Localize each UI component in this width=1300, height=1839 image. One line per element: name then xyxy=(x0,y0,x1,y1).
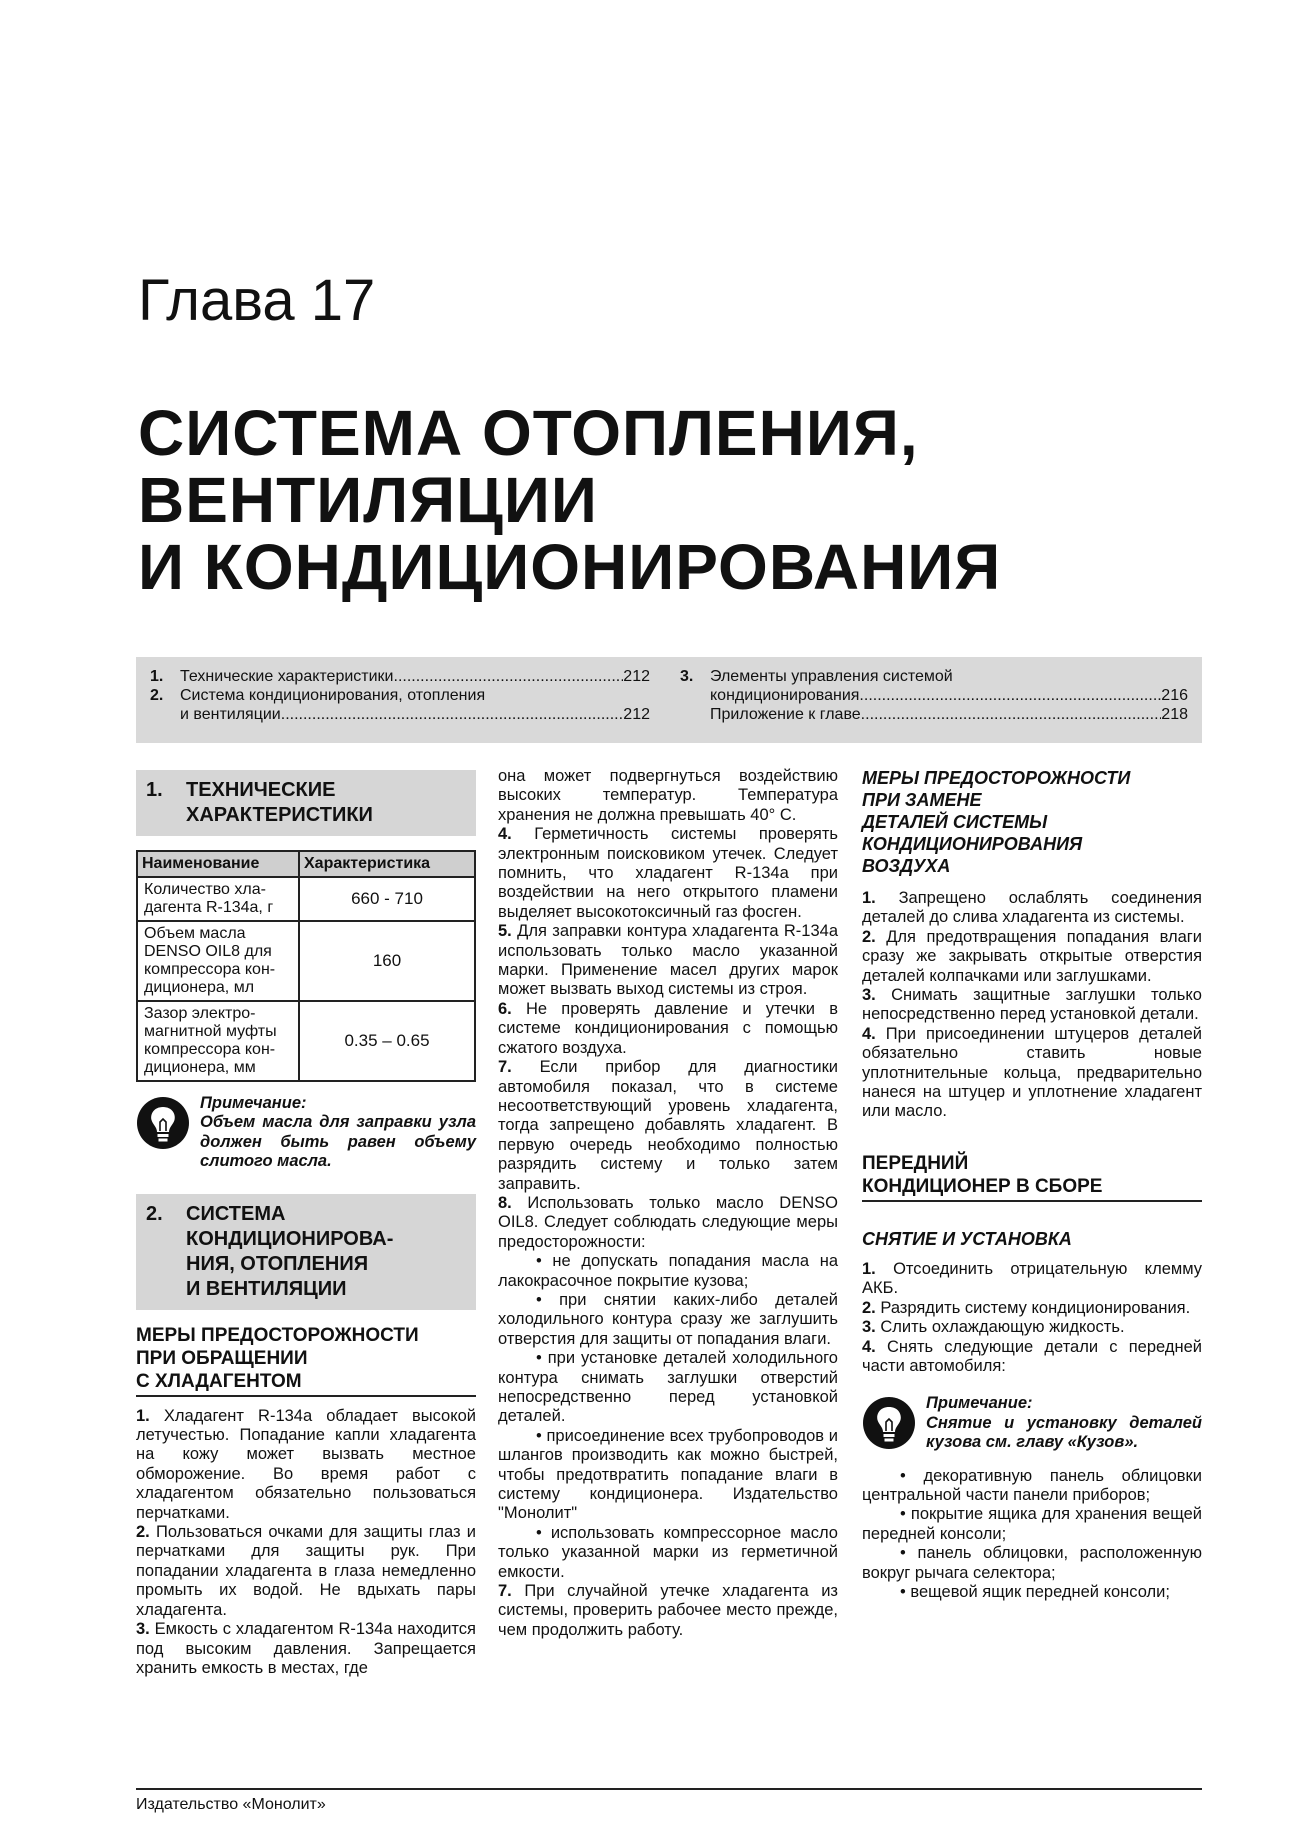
list-item xyxy=(862,1299,1202,1318)
chapter-label: Глава 17 xyxy=(138,268,376,333)
item-text: При присоединении штуцеров деталей обязательно ставить новые уплотнительные кольца, предварительно нанеся на штуцер и уплотнение хладагент или масло. xyxy=(862,1024,1202,1121)
precaution-list xyxy=(136,1407,476,1679)
list-item xyxy=(862,986,1202,1025)
item-text: При случайной утечке хладагента из системы, проверить рабочее место прежде, чем продолжить работу. xyxy=(498,1582,838,1639)
list-item xyxy=(136,1407,476,1523)
heading-line: КОНДИЦИОНЕР В СБОРЕ xyxy=(862,1175,1103,1197)
table-cell-value: 660 - 710 xyxy=(299,877,475,921)
table-row xyxy=(137,921,475,1001)
toc-text: Приложение к главе xyxy=(710,706,861,723)
bullet-item: • не допускать попадания масла на лакокрасочное покрытие кузова; xyxy=(498,1252,838,1291)
subsection-heading xyxy=(136,1324,476,1397)
list-item xyxy=(498,1000,838,1058)
toc-num: 2. xyxy=(150,687,164,704)
lightbulb-icon xyxy=(136,1096,190,1150)
section-title-line: ТЕХНИЧЕСКИЕ xyxy=(186,779,336,801)
heading-line: ПРИ ЗАМЕНЕ xyxy=(862,790,982,810)
list-item xyxy=(498,1058,838,1194)
title-line: СИСТЕМА ОТОПЛЕНИЯ, xyxy=(138,397,919,469)
item-text: Снять следующие детали с передней части автомобиля: xyxy=(862,1337,1202,1375)
toc-text: кондиционирования xyxy=(710,687,860,704)
heading-line: МЕРЫ ПРЕДОСТОРОЖНОСТИ xyxy=(136,1324,419,1346)
heading-line: ВОЗДУХА xyxy=(862,856,951,876)
bullet-item: • при установке деталей холодильного контура снимать заглушки отверстий непосредственно перед установкой деталей. xyxy=(498,1349,838,1427)
toc-page: 218 xyxy=(1161,706,1188,723)
note-text xyxy=(926,1394,1202,1452)
toc-num: 3. xyxy=(680,668,694,685)
table-cell-value: 0.35 – 0.65 xyxy=(299,1001,475,1081)
list-item xyxy=(136,1523,476,1620)
toc-entry[interactable] xyxy=(680,686,1188,705)
bullet-item: • панель облицовки, расположенную вокруг рычага селектора; xyxy=(862,1544,1202,1583)
toc-entry[interactable] xyxy=(150,705,650,724)
continued-paragraph: она может подвергнуться воздействию высоких температур. Температура хранения не должна превышать 40° С. xyxy=(498,767,838,824)
item-text: Если прибор для диагностики автомобиля показал, что в системе несоответствующий уровень хладагента, тогда запрещено добавлять хладагент. В первую очередь необходимо полностью разрядить систему и только затем заправить. xyxy=(498,1058,838,1193)
heading-line: ПРИ ОБРАЩЕНИИ xyxy=(136,1347,308,1369)
table-cell-name: Объем масла DENSO OIL8 для компрессора кон-диционера, мл xyxy=(137,921,299,1001)
heading-line: КОНДИЦИОНИРОВАНИЯ xyxy=(862,834,1083,854)
toc-text: и вентиляции xyxy=(180,706,281,723)
toc-entry[interactable] xyxy=(150,686,650,705)
toc-text: Элементы управления системой xyxy=(710,668,953,685)
item-text: Емкость с хладагентом R-134a находится под высоким давления. Запрещается хранить емкость в местах, где xyxy=(136,1620,476,1677)
lightbulb-icon xyxy=(862,1396,916,1450)
item-text: Для заправки контура хладагента R-134a использовать только масло указанной марки. Применение масел других марок может вызвать выход системы из строя. xyxy=(498,922,838,999)
item-num: 4. xyxy=(862,1024,876,1043)
section-number: 1. xyxy=(146,779,163,801)
toc-left-column xyxy=(150,667,650,724)
item-text: Использовать только масло DENSO OIL8. Следует соблюдать следующие меры предосторожности: xyxy=(498,1193,838,1251)
list-item xyxy=(498,1582,838,1640)
list-item xyxy=(136,1620,476,1678)
list-item xyxy=(862,1318,1202,1337)
toc-entry[interactable] xyxy=(680,705,1188,724)
table-cell-name: Зазор электро-магнитной муфты компрессора кон-диционера, мм xyxy=(137,1001,299,1081)
note-body: Объем масла для заправки узла должен быть равен объему слитого масла. xyxy=(200,1113,476,1171)
list-item xyxy=(862,1338,1202,1377)
section-title-line: И ВЕНТИЛЯЦИИ xyxy=(186,1277,347,1300)
toc-leader xyxy=(281,705,624,724)
heading-line: ДЕТАЛЕЙ СИСТЕМЫ xyxy=(862,812,1048,832)
toc-leader xyxy=(394,667,624,686)
column-1 xyxy=(136,770,476,1678)
item-num: 7. xyxy=(498,1058,512,1077)
item-num: 8. xyxy=(498,1193,512,1212)
bullet-item: • вещевой ящик передней консоли; xyxy=(862,1583,1202,1602)
footer-publisher: Издательство «Монолит» xyxy=(136,1796,326,1813)
table-header: Характеристика xyxy=(299,851,475,877)
item-text: Отсоединить отрицательную клемму АКБ. xyxy=(862,1259,1203,1298)
item-num: 4. xyxy=(498,825,512,844)
bullet-item: • декоративную панель облицовки центральной части панели приборов; xyxy=(862,1467,1202,1506)
table-header: Наименование xyxy=(137,851,299,877)
item-text: Снимать защитные заглушки только непосредственно перед установкой детали. xyxy=(862,986,1202,1024)
item-num: 1. xyxy=(862,889,876,907)
list-item xyxy=(862,1025,1202,1122)
toc-num xyxy=(150,705,180,724)
section-title-line: НИЯ, ОТОПЛЕНИЯ xyxy=(186,1252,369,1275)
title-line: ВЕНТИЛЯЦИИ xyxy=(138,464,598,537)
note-box xyxy=(862,1394,1202,1452)
toc-entry[interactable] xyxy=(680,667,1188,686)
bullet-item: • при снятии каких-либо деталей холодильного контура сразу же заглушить отверстия для защиты от попадания влаги. xyxy=(498,1291,838,1349)
section-title xyxy=(186,778,373,828)
item-num: 7. xyxy=(498,1582,512,1601)
toc-text: Технические характеристики xyxy=(180,668,394,685)
toc-num: 1. xyxy=(150,668,164,685)
toc-leader xyxy=(861,705,1162,724)
subsection-heading xyxy=(862,767,1202,877)
toc-num xyxy=(680,686,710,705)
note-label: Примечание: xyxy=(926,1394,1033,1413)
toc-page: 216 xyxy=(1161,687,1188,704)
item-text: Запрещено ослаблять соединения деталей до слива хладагента из системы. xyxy=(862,889,1202,927)
item-text: Разрядить систему кондиционирования. xyxy=(880,1298,1191,1317)
item-num: 1. xyxy=(136,1406,150,1425)
toc-text: Система кондиционирования, отопления xyxy=(180,687,486,704)
item-text: Пользоваться очками для защиты глаз и перчатками для защиты рук. При попадании хладагента в глаза немедленно промыть их водой. Не вдыхать пары хладагента. xyxy=(136,1523,476,1619)
item-text: Хладагент R-134a обладает высокой летучестью. Попадание капли хладагента на кожу может вызвать местное обморожение. Во время работ с хладагентом обязательно пользоваться перчатками. xyxy=(136,1406,476,1522)
item-num: 3. xyxy=(862,1318,876,1337)
procedure-list xyxy=(862,1260,1202,1376)
section-title-line: ХАРАКТЕРИСТИКИ xyxy=(186,804,373,826)
toc-right-column xyxy=(680,667,1188,724)
heading-line: С ХЛАДАГЕНТОМ xyxy=(136,1370,302,1392)
spec-table xyxy=(136,850,476,1082)
title-line: И КОНДИЦИОНИРОВАНИЯ xyxy=(138,531,1002,604)
table-cell-value: 160 xyxy=(299,921,475,1001)
item-num: 3. xyxy=(136,1620,150,1639)
table-cell-name: Количество хла-дагента R-134a, г xyxy=(137,877,299,921)
table-row xyxy=(137,877,475,921)
toc-page: 212 xyxy=(623,706,650,723)
item-text: Не проверять давление и утечки в системе кондиционирования с помощью сжатого воздуха. xyxy=(498,999,838,1057)
list-item xyxy=(498,922,838,1000)
bullet-item: • покрытие ящика для хранения вещей передней консоли; xyxy=(862,1505,1202,1544)
list-item xyxy=(862,889,1202,928)
subsection-heading xyxy=(862,1152,1202,1202)
page-title xyxy=(138,397,1188,604)
section-title-line: КОНДИЦИОНИРОВА- xyxy=(186,1227,394,1250)
item-num: 2. xyxy=(862,1298,876,1317)
heading-line: ПЕРЕДНИЙ xyxy=(862,1152,969,1174)
item-num: 6. xyxy=(498,999,512,1018)
item-num: 2. xyxy=(862,927,876,946)
list-item xyxy=(862,1260,1202,1299)
column-3 xyxy=(862,767,1202,1602)
list-item xyxy=(862,928,1202,986)
table-of-contents xyxy=(136,657,1202,743)
section-1-header xyxy=(136,770,476,836)
toc-leader xyxy=(859,686,1161,705)
section-number: 2. xyxy=(146,1202,163,1225)
item-num: 5. xyxy=(498,922,512,941)
section-title xyxy=(186,1202,393,1302)
item-num: 3. xyxy=(862,986,876,1005)
toc-num xyxy=(680,705,710,724)
bullet-item: • использовать компрессорное масло только указанной марки из герметичной емкости. xyxy=(498,1524,838,1582)
heading-line: МЕРЫ ПРЕДОСТОРОЖНОСТИ xyxy=(862,768,1131,788)
item-num: 2. xyxy=(136,1523,150,1542)
list-item xyxy=(498,1194,838,1252)
item-num: 4. xyxy=(862,1337,876,1356)
note-body: Снятие и установку деталей кузова см. главу «Кузов». xyxy=(926,1413,1202,1452)
column-2 xyxy=(498,767,838,1640)
bullet-item: • присоединение всех трубопроводов и шлангов производить как можно быстрей, чтобы предотвратить попадание влаги в систему кондиционера. Издательство "Монолит" xyxy=(498,1427,838,1524)
note-label: Примечание: xyxy=(200,1094,307,1112)
item-text: Герметичность системы проверять электронным поисковиком утечек. Следует помнить, что хладагент R-134a при воздействии на него открытого пламени выделяет высокотоксичный газ фосген. xyxy=(498,825,839,921)
table-row xyxy=(137,1001,475,1081)
note-text xyxy=(200,1094,476,1172)
toc-page: 212 xyxy=(623,668,650,685)
toc-entry[interactable] xyxy=(150,667,650,686)
replacement-list xyxy=(862,889,1202,1122)
parts-bullet-list xyxy=(862,1467,1202,1603)
section-2-header xyxy=(136,1194,476,1310)
note-box xyxy=(136,1094,476,1172)
item-text: Слить охлаждающую жидкость. xyxy=(880,1318,1125,1337)
footer-divider xyxy=(136,1788,1202,1790)
item-text: Для предотвращения попадания влаги сразу же закрывать открытые отверстия деталей колпачками или заглушками. xyxy=(862,927,1202,985)
list-item xyxy=(498,825,838,922)
section-title-line: СИСТЕМА xyxy=(186,1202,286,1225)
item-num: 1. xyxy=(862,1259,876,1278)
procedure-heading: СНЯТИЕ И УСТАНОВКА xyxy=(862,1228,1072,1249)
